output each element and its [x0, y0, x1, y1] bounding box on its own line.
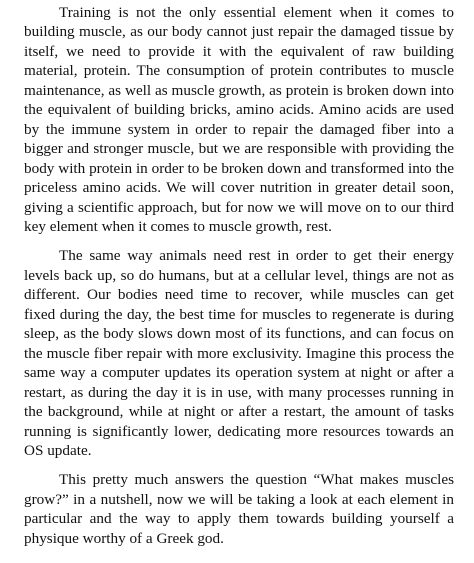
paragraph-rest: The same way animals need rest in order to get their energy levels back up, so do humans, but at a cellular level, things are not as different. Our bodies need time to recover, while muscles can get fixed during the day, the best time for muscles to regenerate is during sleep, as the body slows down most of its functions, and can focus on the muscle fiber repair with more exclusivity. Imagine this process the same way a computer updates its operation system at night or after a restart, as during the day it is in use, with many processes running in the background, while at night or after a restart, the amount of tasks running is significantly lower, dedicating more resources towards an OS update. [24, 247, 454, 459]
document-page [24, 3, 454, 558]
paragraph-summary: This pretty much answers the question “What makes muscles grow?” in a nutshell, now we will be taking a look at each element in particular and the way to apply them towards building yourself a physique worthy of a Greek god. [24, 471, 454, 547]
paragraph-protein: Training is not the only essential element when it comes to building muscle, as our body cannot just repair the damaged tissue by itself, we need to provide it with the equivalent of raw building material, protein. The consumption of protein contributes to muscle maintenance, as well as muscle growth, as protein is broken down into the equivalent of building bricks, amino acids. Amino acids are used by the immune system in order to repair the damaged fiber into a bigger and stronger muscle, but we are responsible with providing the body with protein in order to be broken down and transformed into the priceless amino acids. We will cover nutrition in greater detail soon, giving a scientific approach, but for now we will move on to our third key element when it comes to muscle growth, rest. [24, 4, 454, 235]
